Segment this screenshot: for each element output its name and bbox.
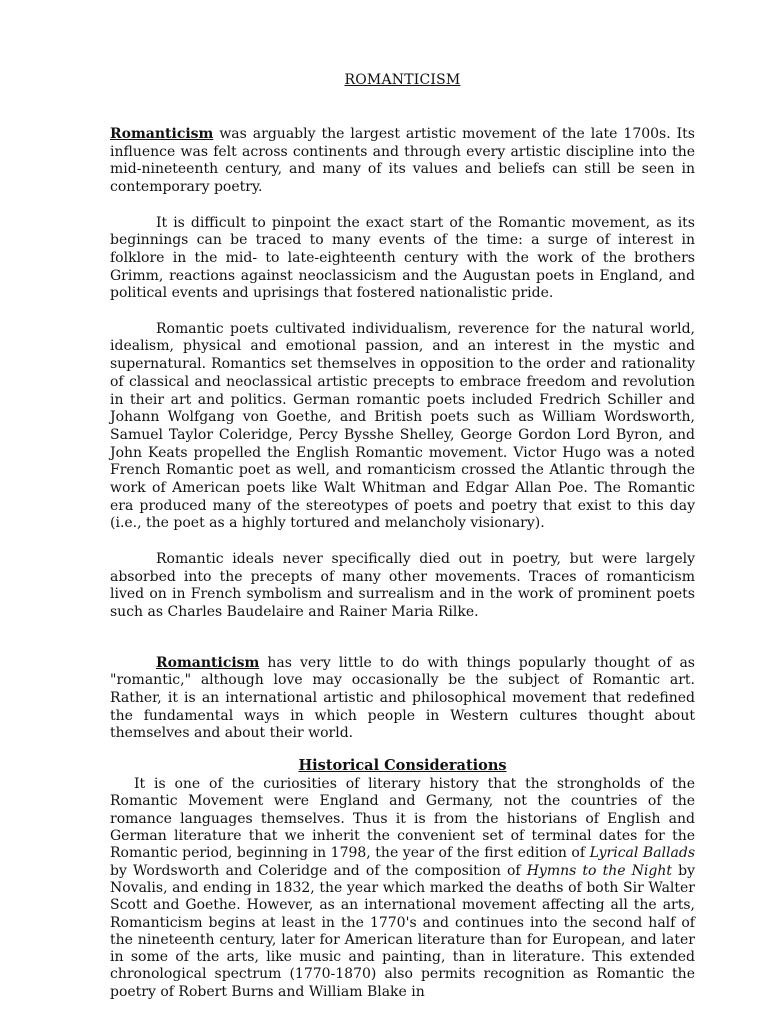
- origins-paragraph: It is difficult to pinpoint the exact start of the Romantic movement, as its beginnings can be traced to many events of the time: a surge of interest in folklore in the mid- to late-eighteenth century with the work of the brothers Grimm, reactions against neoclassicism and the Augustan poets in England, and political events and uprisings that fostered nationalistic pride.: [110, 214, 695, 302]
- term-romanticism: Romanticism: [156, 654, 260, 671]
- section-heading: Historical Considerations: [298, 757, 507, 775]
- definition-text: has very little to do with things popularly thought of as "romantic," although love may occasionally be the subject of Romantic art. Rather, it is an international artistic and philosophical movement that redefined the fundamental ways in which people in Western cultures thought about themselves and about their world.: [110, 654, 695, 742]
- history-text-2: by Wordsworth and Coleridge and of the composition of: [110, 862, 527, 879]
- spacer: [110, 303, 695, 321]
- page-title: ROMANTICISM: [344, 72, 461, 88]
- history-text-3: by Novalis, and ending in 1832, the year which marked the deaths of both Sir Walter Scott and Goethe. However, as an international movement affecting all the arts, Romanticism begins at least in the 1770's and continues into the second half of the nineteenth century, later for American literature than for European, and later in some of the arts, like music and painting, than in literature. This extended chronological spectrum (1770-1870) also permits recognition as Romantic the poetry of Robert Burns and William Blake in: [110, 862, 695, 1000]
- history-text-1: It is one of the curiosities of literary history that the strongholds of the Romantic Movement were England and Germany, not the countries of the romance languages themselves. Thus it is from the historians of English and German literature that we inherit the convenient set of terminal dates for the Romantic period, beginning in 1798, the year of the first edition of: [110, 776, 695, 862]
- spacer: [110, 197, 695, 215]
- definition-paragraph: [110, 655, 695, 744]
- term-romanticism: Romanticism: [110, 126, 214, 142]
- title-lyrical-ballads: Lyrical Ballads: [589, 845, 696, 862]
- history-paragraph: [110, 776, 695, 1001]
- intro-paragraph: [110, 126, 695, 197]
- spacer: [110, 622, 695, 655]
- intro-text: was arguably the largest artistic movement of the late 1700s. Its influence was felt across continents and through every artistic discipline into the mid-nineteenth century, and many of its values and beliefs can still be seen in contemporary poetry.: [110, 126, 695, 196]
- spacer: [110, 533, 695, 551]
- poets-paragraph: Romantic poets cultivated individualism, reverence for the natural world, idealism, physical and emotional passion, and an interest in the mystic and supernatural. Romantics set themselves in opposition to the order and rationality of classical and neoclassical artistic precepts to embrace freedom and revolution in their art and politics. German romantic poets included Fredrich Schiller and Johann Wolfgang von Goethe, and British poets such as William Wordsworth, Samuel Taylor Coleridge, Percy Bysshe Shelley, George Gordon Lord Byron, and John Keats propelled the English Romantic movement. Victor Hugo was a noted French Romantic poet as well, and romanticism crossed the Atlantic through the work of American poets like Walt Whitman and Edgar Allan Poe. The Romantic era produced many of the stereotypes of poets and poetry that exist to this day (i.e., the poet as a highly tortured and melancholy visionary).: [110, 320, 695, 532]
- title-hymns-to-the-night: Hymns to the Night: [526, 862, 672, 879]
- legacy-paragraph: Romantic ideals never specifically died out in poetry, but were largely absorbed into the precepts of many other movements. Traces of romanticism lived on in French symbolism and surrealism and in the work of prominent poets such as Charles Baudelaire and Rainer Maria Rilke.: [110, 550, 695, 620]
